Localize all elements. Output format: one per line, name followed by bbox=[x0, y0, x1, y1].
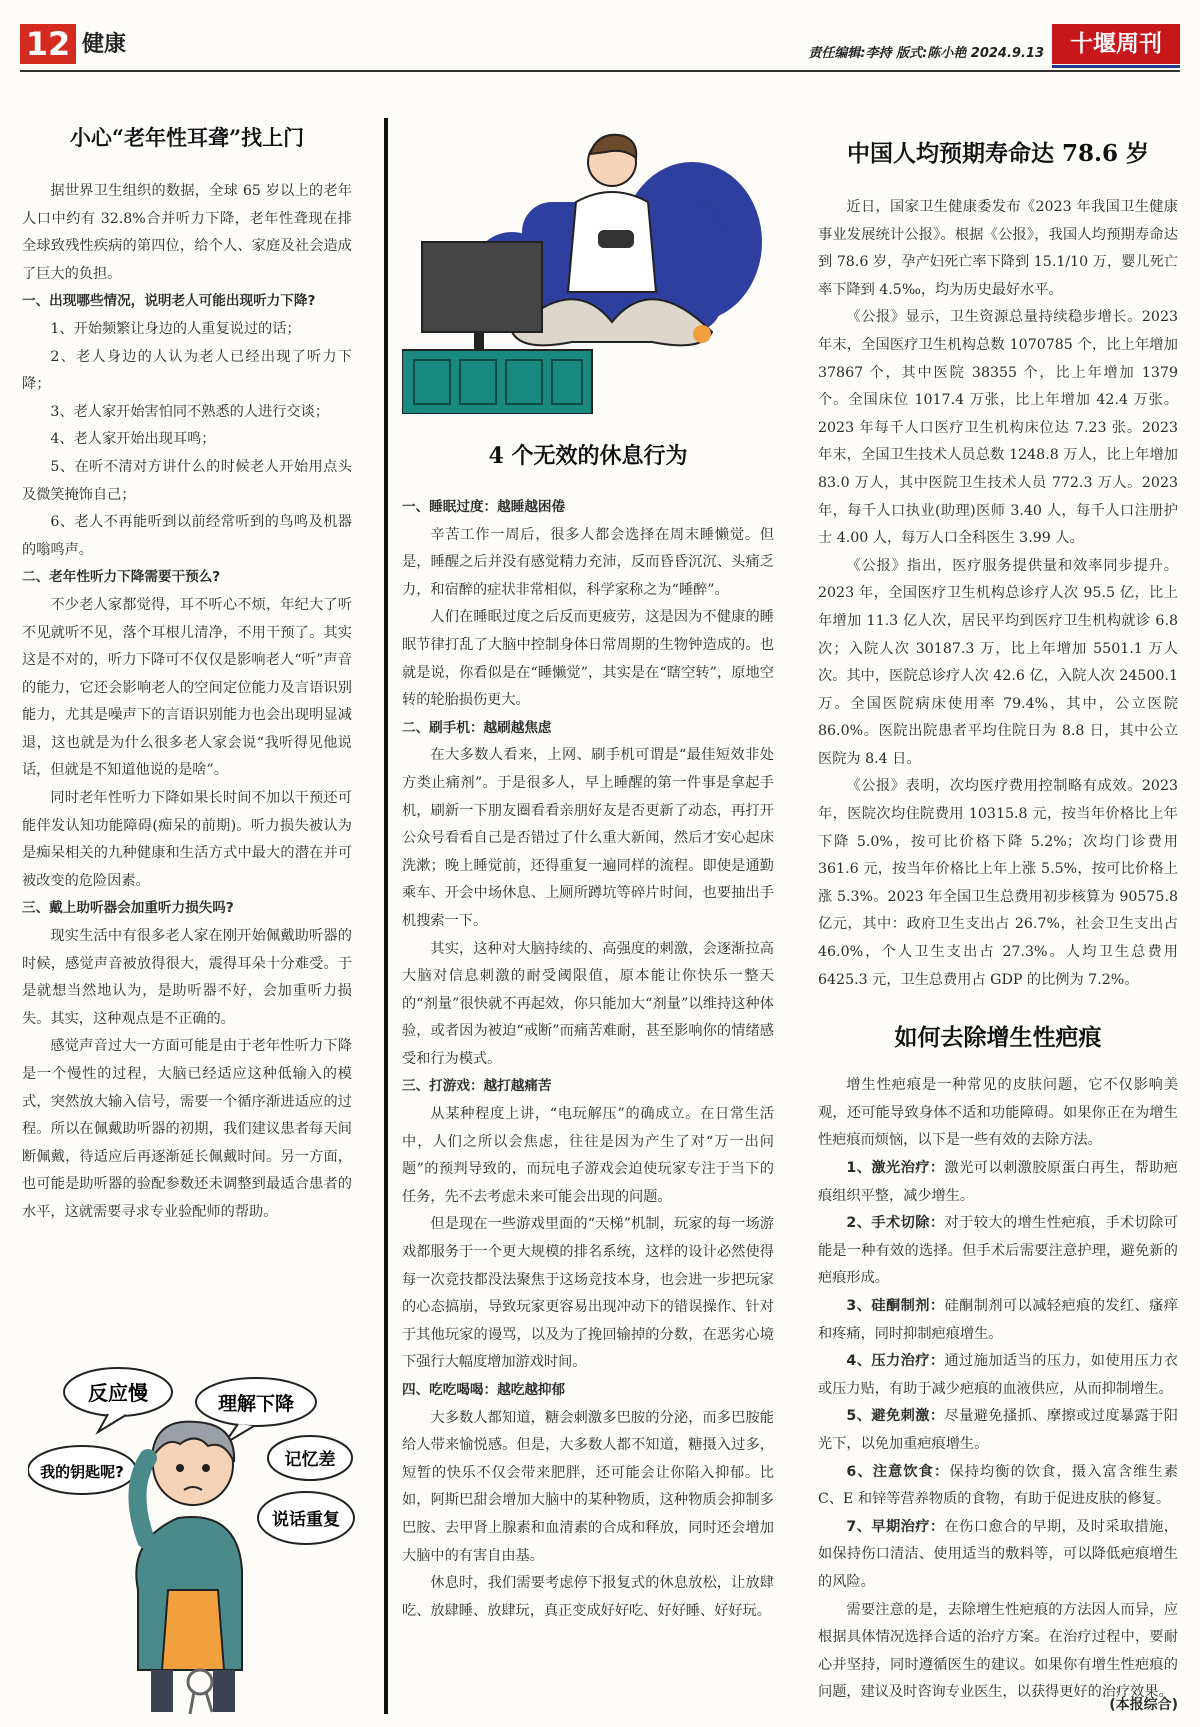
paragraph: 辛苦工作一周后，很多人都会选择在周末睡懒觉。但是，睡醒之后并没有感觉精力充沛，反而昏昏沉沉、头痛乏力，和宿醉的症状非常相似，科学家称之为“睡醉”。 bbox=[402, 526, 774, 598]
article-title: 小心“老年性耳聋”找上门 bbox=[69, 125, 305, 150]
paragraph: 《公报》指出，医疗服务提供量和效率同步提升。2023 年，全国医疗卫生机构总诊疗人次 95.5 亿，比上年增加 11.3 亿人次，居民平均到医疗卫生机构就诊 6.8 次；入院人次 30187.3 万，比上年增加 5501.1 万人次。其中，医院总诊疗人次 42.6 亿，入院人次 24500.1 万。全国医院病床使用率 79.4%，其中，公立医院 86.0%。医院出院患者平均住院日为 8.8 日，其中公立医院为 8.4 日。 bbox=[818, 557, 1178, 767]
article-hearing-loss bbox=[22, 118, 352, 1227]
elderly-man-illustration bbox=[28, 1340, 358, 1720]
speech-bubble-memory bbox=[268, 1436, 352, 1480]
item-text: 对于较大的增生性疤痕，手术切除可能是一种有效的选择。但手术后需要注意护理，避免新的疤痕形成。 bbox=[818, 1215, 1178, 1287]
list-item: 5、在听不清对方讲什么的时候老人开始用点头及微笑掩饰自己； bbox=[22, 458, 352, 503]
article-title-scar: 如何去除增生性疤痕 bbox=[894, 1024, 1102, 1052]
item-keyword: 7、早期治疗： bbox=[846, 1518, 945, 1535]
editor-credits: 责任编辑:李持 版式:陈小艳 2024.9.13 bbox=[808, 46, 1044, 61]
paragraph: 现实生活中有很多老人家在刚开始佩戴助听器的时候，感觉声音被放得很大，震得耳朵十分难受。于是就想当然地认为，是助听器不好，会加重听力损失。其实，这种观点是不正确的。 bbox=[22, 928, 352, 1027]
paragraph: 但是现在一些游戏里面的“天梯”机制，玩家的每一场游戏都服务于一个更大规模的排名系统，这样的设计必然使得每一次竞技都没法聚焦于这场竞技本身，也会进一步把玩家的心态搞崩，导致玩家更容易出现冲动下的错误操作、针对于其他玩家的谩骂，以及为了挽回输掉的分数，在恶劣心境下强行大幅度增加游戏时间。 bbox=[402, 1216, 774, 1371]
paragraph: 感觉声音过大一方面可能是由于老年性听力下降是一个慢性的过程，大脑已经适应这种低输入的模式，突然放大输入信号，需要一个循序渐进适应的过程。所以在佩戴助听器的初期，我们建议患者每天间断佩戴，待适应后再逐渐延长佩戴时间。另一方面，也可能是助听器的验配参数还未调整到最适合患者的水平，这就需要寻求专业验配师的帮助。 bbox=[22, 1038, 352, 1220]
list-item: 4、老人家开始出现耳鸣； bbox=[50, 431, 216, 448]
list-item: 2、老人身边的人认为老人已经出现了听力下降； bbox=[22, 348, 352, 393]
list-item bbox=[818, 1403, 1178, 1458]
paragraph: 据世界卫生组织的数据，全球 65 岁以上的老年人口中约有 32.8%合并听力下降，老年性聋现在排全球致残性疾病的第四位，给个人、家庭及社会造成了巨大的负担。 bbox=[22, 183, 352, 282]
item-text: 保持均衡的饮食，摄入富含维生素 C、E 和锌等营养物质的食物，有助于促进皮肤的修复。 bbox=[818, 1463, 1178, 1508]
article-body bbox=[22, 178, 352, 1227]
item-text: 尽量避免搔抓、摩擦或过度暴露于阳光下，以免加重疤痕增生。 bbox=[818, 1408, 1178, 1452]
paragraph: 其实，这种对大脑持续的、高强度的刺激，会逐渐拉高大脑对信息刺激的耐受阈限值，原本能让你快乐一整天的“剂量”很快就不再起效，你只能加大“剂量”以维持这种体验，或者因为被迫“戒断”而痛苦难耐，甚至影响你的情绪感受和行为模式。 bbox=[402, 940, 774, 1067]
masthead-logo: 十堰周刊 bbox=[1052, 24, 1180, 64]
article-ineffective-rest bbox=[402, 122, 774, 1625]
paragraph: 休息时，我们需要考虑停下报复式的休息放松，让放肆吃、放肆睡、放肆玩，真正变成好好吃、好好睡、好好玩。 bbox=[402, 1575, 774, 1619]
speech-bubble-keys bbox=[28, 1446, 136, 1494]
list-item: 1、开始频繁让身边的人重复说过的话； bbox=[50, 320, 301, 337]
list-item bbox=[818, 1155, 1178, 1210]
bubble-keys-text: 我的钥匙呢? bbox=[40, 1463, 124, 1481]
list-item bbox=[818, 1293, 1178, 1348]
paragraph: 同时老年性听力下降如果长时间不加以干预还可能伴发认知功能障碍(痴呆的前期)。听力损失被认为是痴呆相关的九种健康和生活方式中最大的潜在并可被改变的危险因素。 bbox=[22, 790, 352, 889]
list-item bbox=[818, 1459, 1178, 1514]
paragraph: 《公报》显示，卫生资源总量持续稳步增长。2023 年末，全国医疗卫生机构总数 1070785 个，比上年增加 37867 个，其中医院 38355 个，比上年增加 1379 个。全国床位 1017.4 万张，比上年增加 42.4 万张。2023 年每千人口医疗卫生机构床位达 7.23 张。2023 年末，全国卫生技术人员总数 1248.8 万人，比上年增加 83.0 万人，其中医院卫生技术人员 772.3 万人。2023 年，每千人口执业(助理)医师 3.40 人，每千人口注册护士 4.00 人，每万人口全科医生 3.99 人。 bbox=[818, 309, 1178, 547]
section-heading: 二、刷手机：越刷越焦虑 bbox=[402, 719, 552, 736]
item-text: 通过施加适当的压力，如使用压力衣或压力贴，有助于减少疤痕的血液供应，从而抑制增生。 bbox=[818, 1353, 1178, 1397]
gamer-illustration bbox=[402, 122, 774, 414]
page-number: 12 bbox=[20, 24, 76, 64]
paragraph: 增生性疤痕是一种常见的皮肤问题，它不仅影响美观，还可能导致身体不适和功能障碍。如果你正在为增生性疤痕而烦恼，以下是一些有效的去除方法。 bbox=[818, 1077, 1178, 1149]
speech-bubble-slow bbox=[64, 1368, 172, 1432]
article-title-life-expectancy: 中国人均预期寿命达 78.6 岁 bbox=[846, 140, 1150, 167]
paragraph: 人们在睡眠过度之后反而更疲劳，这是因为不健康的睡眠节律打乱了大脑中控制身体日常周期的生物钟造成的。也就是说，你看似是在“睡懒觉”，其实是在“瞎空转”，原地空转的轮胎损伤更大。 bbox=[402, 609, 774, 709]
item-text: 激光可以刺激胶原蛋白再生，帮助疤痕组织平整，减少增生。 bbox=[818, 1160, 1178, 1204]
item-keyword: 4、压力治疗： bbox=[846, 1353, 945, 1370]
elderly-man-figure bbox=[136, 1422, 242, 1714]
bubble-memory-text: 记忆差 bbox=[284, 1450, 336, 1470]
list-item bbox=[818, 1514, 1178, 1597]
section-heading: 一、出现哪些情况，说明老人可能出现听力下降? bbox=[22, 293, 316, 310]
item-keyword: 2、手术切除： bbox=[846, 1215, 945, 1232]
article-body-scar bbox=[818, 1072, 1178, 1707]
article-life-expectancy bbox=[818, 132, 1178, 1707]
item-keyword: 3、硅酮制剂： bbox=[846, 1297, 945, 1314]
bubble-repeat-text: 说话重复 bbox=[272, 1510, 340, 1530]
speech-bubble-repeat bbox=[258, 1492, 354, 1544]
header-rule bbox=[20, 70, 1180, 72]
source-credit: (本报综合) bbox=[1109, 1697, 1178, 1713]
item-text: 在伤口愈合的早期，及时采取措施，如保持伤口清洁、使用适当的敷料等，可以降低疤痕增生的风险。 bbox=[818, 1518, 1178, 1590]
article-body bbox=[402, 494, 774, 1625]
list-item: 3、老人家开始害怕同不熟悉的人进行交谈； bbox=[50, 403, 329, 420]
article-body-life-expectancy bbox=[818, 194, 1178, 994]
paragraph: 大多数人都知道，糖会刺激多巴胺的分泌，而多巴胺能给人带来愉悦感。但是，大多数人都不知道，糖摄入过多，短暂的快乐不仅会带来肥胖，还可能会让你陷入抑郁。比如，阿斯巴甜会增加大脑中的某种物质，这种物质会抑制多巴胺、去甲肾上腺素和血清素的合成和释放，同时还会增加大脑中的有害自由基。 bbox=[402, 1409, 774, 1564]
list-item: 6、老人不再能听到以前经常听到的鸟鸣及机器的嗡鸣声。 bbox=[22, 514, 352, 558]
paragraph: 从某种程度上讲，“电玩解压”的确成立。在日常生活中，人们之所以会焦虑，往往是因为产生了对“万一出问题”的预判导致的，而玩电子游戏会迫使玩家专注于当下的任务，先不去考虑未来可能会出现的问题。 bbox=[402, 1106, 774, 1205]
item-keyword: 6、注意饮食： bbox=[846, 1463, 950, 1480]
section-heading: 三、打游戏：越打越痛苦 bbox=[402, 1078, 552, 1095]
section-heading: 四、吃吃喝喝：越吃越抑郁 bbox=[402, 1382, 566, 1398]
section-title: 健康 bbox=[82, 32, 127, 57]
bubble-understanding-text: 理解下降 bbox=[217, 1393, 295, 1415]
list-item bbox=[818, 1348, 1178, 1403]
section-heading: 三、戴上助听器会加重听力损失吗? bbox=[22, 900, 234, 917]
section-heading: 一、睡眠过度：越睡越困倦 bbox=[402, 499, 566, 515]
tv-cabinet bbox=[402, 350, 592, 414]
item-keyword: 1、激光治疗： bbox=[846, 1160, 945, 1176]
bubble-slow-text: 反应慢 bbox=[88, 1381, 148, 1405]
paragraph: 《公报》表明，次均医疗费用控制略有成效。2023 年，医院次均住院费用 10315.8 元，按当年价格比上年下降 5.0%，按可比价格下降 5.2%；次均门诊费用 361.6 元，按当年价格比上年上涨 5.5%，按可比价格上涨 5.3%。2023 年全国卫生总费用初步核算为 90575.8 亿元，其中：政府卫生支出占 26.7%，社会卫生支出占 46.0%，个人卫生支出占 27.3%。人均卫生总费用 6425.3 元，卫生总费用占 GDP 的比例为 7.2%。 bbox=[818, 778, 1178, 988]
article-title: 4 个无效的休息行为 bbox=[488, 443, 688, 469]
section-heading: 二、老年性听力下降需要干预么? bbox=[22, 569, 221, 586]
item-keyword: 5、避免刺激： bbox=[846, 1408, 945, 1425]
paragraph: 近日，国家卫生健康委发布《2023 年我国卫生健康事业发展统计公报》。根据《公报》，我国人均预期寿命达到 78.6 岁，孕产妇死亡率下降到 15.1/10 万，婴儿死亡率下降到 4.5‰，均为历史最好水平。 bbox=[818, 199, 1178, 298]
paragraph: 在大多数人看来，上网、刷手机可谓是“最佳短效非处方类止痛剂”。于是很多人，早上睡醒的第一件事是拿起手机，刷新一下朋友圈看看亲朋好友是否更新了动态，再打开公众号看看自己是否错过了什么重大新闻，然后才安心起床洗漱；晚上睡觉前，还得重复一遍同样的流程。即使是通勤乘车、开会中场休息、上厕所蹲坑等碎片时间，也要抽出手机搜索一下。 bbox=[402, 747, 774, 929]
column-divider bbox=[384, 118, 388, 1714]
paragraph: 需要注意的是，去除增生性疤痕的方法因人而异，应根据具体情况选择合适的治疗方案。在治疗过程中，要耐心并坚持，同时遵循医生的建议。如果你有增生性疤痕的问题，建议及时咨询专业医生，以获得更好的治疗效果。 bbox=[818, 1601, 1178, 1701]
paragraph: 不少老人家都觉得，耳不听心不烦，年纪大了听不见就听不见，落个耳根儿清净，不用干预了。其实这是不对的，听力下降可不仅仅是影响老人“听”声音的能力，它还会影响老人的空间定位能力及言语识别能力，尤其是噪声下的言语识别能力也会出现明显减退，这也就是为什么很多老人家会说“我听得见他说话，但就是不知道他说的是啥”。 bbox=[22, 596, 352, 779]
page-header bbox=[20, 24, 1180, 70]
list-item bbox=[818, 1210, 1178, 1293]
item-text: 硅酮制剂可以减轻疤痕的发红、瘙痒和疼痛，同时抑制疤痕增生。 bbox=[818, 1297, 1178, 1342]
